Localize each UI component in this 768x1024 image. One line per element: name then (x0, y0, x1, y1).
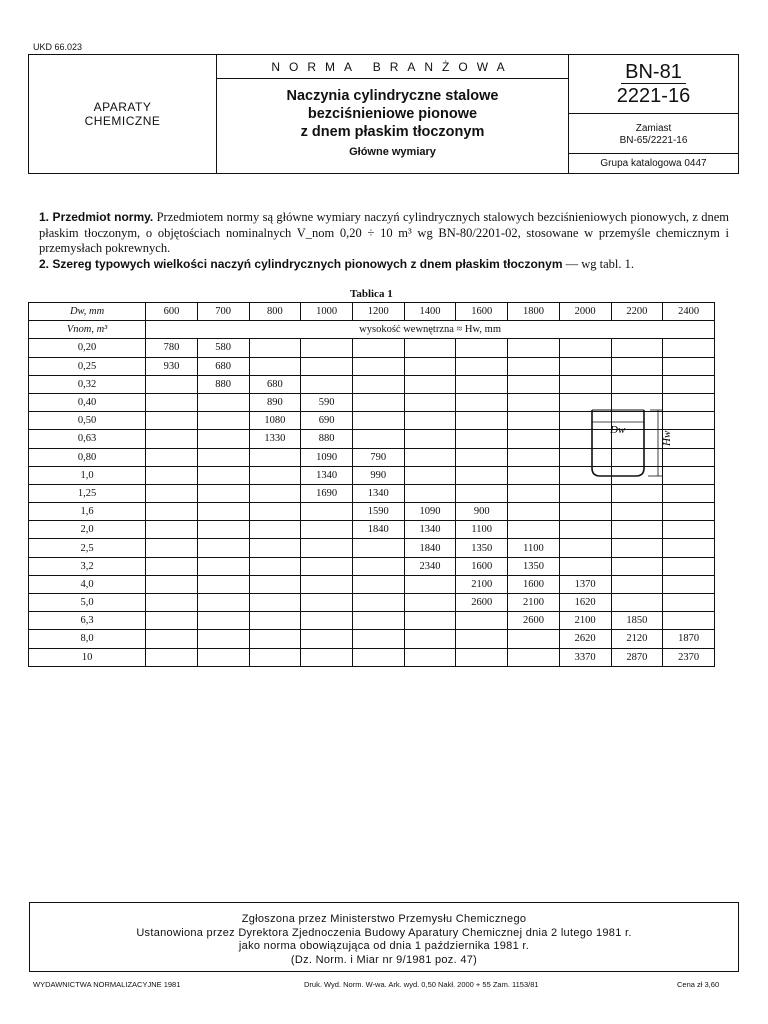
height-cell (663, 357, 715, 375)
volume-cell: 1,0 (29, 466, 146, 484)
height-cell (249, 648, 301, 666)
height-cell: 2870 (611, 648, 663, 666)
height-cell (249, 557, 301, 575)
vnom-header-cell: Vnom, m³ (29, 321, 146, 339)
height-cell: 1690 (301, 484, 353, 502)
volume-cell: 0,20 (29, 339, 146, 357)
subtitle: Główne wymiary (349, 146, 436, 158)
height-cell (404, 466, 456, 484)
udk-code: UKD 66.023 (33, 42, 83, 52)
height-cell (559, 375, 611, 393)
height-cell (663, 339, 715, 357)
height-cell (197, 393, 249, 411)
height-cell: 1600 (508, 575, 560, 593)
height-cell (146, 448, 198, 466)
diameter-header-cell: 2000 (559, 303, 611, 321)
volume-cell: 0,80 (29, 448, 146, 466)
table-row (29, 594, 715, 612)
height-cell: 1090 (301, 448, 353, 466)
height-cell (197, 503, 249, 521)
height-cell (559, 339, 611, 357)
height-cell (197, 412, 249, 430)
volume-cell: 1,6 (29, 503, 146, 521)
table-row (29, 484, 715, 502)
footer-line3: jako norma obowiązująca od dnia 1 października 1981 r. (238, 940, 530, 952)
height-cell: 1850 (611, 612, 663, 630)
height-cell (352, 539, 404, 557)
height-cell: 880 (301, 430, 353, 448)
height-cell: 2120 (611, 630, 663, 648)
height-cell (197, 557, 249, 575)
height-cell: 1090 (404, 503, 456, 521)
height-cell (404, 393, 456, 411)
height-cell: 1340 (404, 521, 456, 539)
volume-cell: 5,0 (29, 594, 146, 612)
height-cell: 1340 (352, 484, 404, 502)
height-cell (301, 521, 353, 539)
height-cell (559, 557, 611, 575)
height-cell (146, 375, 198, 393)
height-cell (611, 575, 663, 593)
volume-cell: 0,63 (29, 430, 146, 448)
height-cell: 680 (197, 357, 249, 375)
height-cell (663, 612, 715, 630)
height-cell (301, 375, 353, 393)
height-cell (146, 484, 198, 502)
standard-header (28, 54, 739, 174)
height-cell (301, 594, 353, 612)
height-cell: 2620 (559, 630, 611, 648)
height-cell: 1350 (508, 557, 560, 575)
height-cell (559, 357, 611, 375)
price: Cena zł 3,60 (677, 980, 720, 989)
bn-number-line1: BN-81 (621, 61, 686, 84)
height-cell (146, 630, 198, 648)
height-cell: 1840 (404, 539, 456, 557)
height-cell (611, 375, 663, 393)
height-cell: 2100 (456, 575, 508, 593)
height-cell: 1600 (456, 557, 508, 575)
table-row (29, 521, 715, 539)
height-cell (249, 521, 301, 539)
height-cell (301, 339, 353, 357)
height-cell (249, 339, 301, 357)
height-cell: 790 (352, 448, 404, 466)
height-cell: 890 (249, 393, 301, 411)
height-cell (663, 375, 715, 393)
height-cell (559, 484, 611, 502)
height-cell (508, 466, 560, 484)
height-cell (508, 412, 560, 430)
diameter-header-cell: 800 (249, 303, 301, 321)
height-cell (663, 575, 715, 593)
footer-line1: Zgłoszona przez Ministerstwo Przemysłu Chemicznego (241, 913, 527, 925)
height-cell (611, 484, 663, 502)
height-cell (508, 648, 560, 666)
height-cell (508, 375, 560, 393)
height-cell (301, 503, 353, 521)
height-cell (456, 630, 508, 648)
table-row (29, 648, 715, 666)
height-cell (197, 484, 249, 502)
height-cell (352, 575, 404, 593)
height-cell (197, 612, 249, 630)
title-line3: z dnem płaskim tłoczonym (300, 124, 485, 140)
height-cell (249, 575, 301, 593)
height-cell (352, 357, 404, 375)
height-cell (352, 430, 404, 448)
height-cell: 1080 (249, 412, 301, 430)
section-1 (39, 210, 729, 257)
section-2-heading: 2. Szereg typowych wielkości naczyń cylindrycznych pionowych z dnem płaskim tłoczonym (39, 257, 563, 271)
height-cell (611, 503, 663, 521)
height-cell: 780 (146, 339, 198, 357)
height-cell: 1340 (301, 466, 353, 484)
height-cell (249, 594, 301, 612)
height-cell (197, 521, 249, 539)
height-cell: 1370 (559, 575, 611, 593)
diameter-header-cell: 2400 (663, 303, 715, 321)
height-cell: 2600 (508, 612, 560, 630)
height-cell (456, 484, 508, 502)
height-cell (249, 466, 301, 484)
height-cell: 680 (249, 375, 301, 393)
table-row (29, 575, 715, 593)
height-cell (404, 430, 456, 448)
height-cell: 2370 (663, 648, 715, 666)
volume-cell: 4,0 (29, 575, 146, 593)
height-cell (301, 575, 353, 593)
height-cell (146, 594, 198, 612)
section-2 (39, 257, 729, 273)
height-cell (663, 594, 715, 612)
section-1-text: Przedmiotem normy są główne wymiary naczyń cylindrycznych stalowych bezciśnieniowych pionowych, z dnem płaskim tłoczonym, o objętościach nominalnych V_nom 0,20 ÷ 10 m³ wg BN-80/2201-02, stosowane w przemyśle chemicznym i przemysłach pokrewnych. (39, 210, 730, 255)
print-info: Druk. Wyd. Norm. W-wa. Ark. wyd. 0,50 Nakł. 2000 + 55 Zam. 1153/81 (304, 980, 539, 989)
height-cell (146, 466, 198, 484)
height-cell: 1330 (249, 430, 301, 448)
table-row (29, 557, 715, 575)
dw-header-cell: Dw, mm (29, 303, 146, 321)
diameter-header-cell: 2200 (611, 303, 663, 321)
diameter-header-cell: 1400 (404, 303, 456, 321)
height-cell: 590 (301, 393, 353, 411)
height-cell (197, 648, 249, 666)
height-cell: 1350 (456, 539, 508, 557)
header-title-block (217, 55, 569, 173)
height-cell (456, 412, 508, 430)
table-subheader-row (29, 321, 715, 339)
height-cell: 880 (197, 375, 249, 393)
height-cell (301, 357, 353, 375)
height-cell: 690 (301, 412, 353, 430)
height-cell (197, 594, 249, 612)
height-cell (456, 612, 508, 630)
height-cell (456, 393, 508, 411)
height-cell (508, 448, 560, 466)
height-cell: 1100 (456, 521, 508, 539)
diameter-header-cell: 1000 (301, 303, 353, 321)
height-cell (197, 430, 249, 448)
height-cell (301, 557, 353, 575)
height-cell (404, 412, 456, 430)
height-cell: 2600 (456, 594, 508, 612)
height-cell: 1870 (663, 630, 715, 648)
header-category (29, 55, 217, 173)
height-cell (508, 357, 560, 375)
volume-cell: 2,5 (29, 539, 146, 557)
height-cell (559, 521, 611, 539)
height-cell: 1100 (508, 539, 560, 557)
vessel-outline (592, 410, 644, 476)
height-cell (456, 430, 508, 448)
hw-label: Hw (661, 430, 673, 446)
volume-cell: 0,32 (29, 375, 146, 393)
height-cell (404, 630, 456, 648)
height-cell (352, 557, 404, 575)
height-cell (508, 503, 560, 521)
height-cell (146, 575, 198, 593)
height-cell (404, 612, 456, 630)
height-cell: 930 (146, 357, 198, 375)
height-cell: 990 (352, 466, 404, 484)
title-line2: bezciśnieniowe pionowe (307, 106, 478, 122)
height-cell (146, 412, 198, 430)
volume-cell: 0,25 (29, 357, 146, 375)
height-cell (456, 375, 508, 393)
diameter-header-cell: 700 (197, 303, 249, 321)
height-cell (508, 484, 560, 502)
height-cell (404, 357, 456, 375)
height-cell (249, 539, 301, 557)
height-cell (249, 503, 301, 521)
height-cell: 2340 (404, 557, 456, 575)
height-cell (456, 466, 508, 484)
diameter-header-cell: 1200 (352, 303, 404, 321)
height-cell (146, 648, 198, 666)
volume-cell: 0,50 (29, 412, 146, 430)
height-cell (663, 557, 715, 575)
height-cell (559, 539, 611, 557)
volume-cell: 1,25 (29, 484, 146, 502)
zamiast-label: Zamiast (635, 123, 672, 134)
table-row (29, 630, 715, 648)
table-row (29, 357, 715, 375)
height-cell (301, 648, 353, 666)
height-cell (611, 357, 663, 375)
height-cell (301, 539, 353, 557)
height-cell (508, 430, 560, 448)
height-cell (404, 575, 456, 593)
height-cell (404, 448, 456, 466)
bn-number-line2: 2221-16 (616, 85, 691, 107)
header-number-block (569, 55, 738, 173)
height-cell (197, 448, 249, 466)
height-cell (146, 612, 198, 630)
height-cell (559, 503, 611, 521)
height-cell (352, 375, 404, 393)
approval-box (29, 902, 739, 972)
height-cell (404, 339, 456, 357)
height-header-cell: wysokość wewnętrzna ≈ Hw, mm (146, 321, 715, 339)
height-cell (508, 630, 560, 648)
height-cell (663, 503, 715, 521)
height-cell: 900 (456, 503, 508, 521)
publisher: WYDAWNICTWA NORMALIZACYJNE 1981 (33, 980, 181, 989)
zamiast-number: BN-65/2221-16 (619, 135, 688, 146)
height-cell (508, 393, 560, 411)
catalog-group: Grupa katalogowa 0447 (600, 158, 707, 169)
table-row (29, 339, 715, 357)
height-cell (352, 594, 404, 612)
volume-cell: 0,40 (29, 393, 146, 411)
height-cell (611, 521, 663, 539)
diameter-header-cell: 600 (146, 303, 198, 321)
height-cell (456, 339, 508, 357)
diameter-header-cell: 1800 (508, 303, 560, 321)
height-cell: 2100 (559, 612, 611, 630)
height-cell (197, 539, 249, 557)
volume-cell: 8,0 (29, 630, 146, 648)
height-cell (146, 557, 198, 575)
height-cell: 580 (197, 339, 249, 357)
section-2-text: — wg tabl. 1. (565, 257, 635, 271)
height-cell (352, 612, 404, 630)
table-row (29, 539, 715, 557)
table-caption: Tablica 1 (350, 288, 393, 300)
table-row (29, 503, 715, 521)
height-cell (146, 430, 198, 448)
height-cell (663, 484, 715, 502)
height-cell (352, 648, 404, 666)
height-cell (663, 539, 715, 557)
title-line1: Naczynia cylindryczne stalowe (286, 88, 499, 104)
height-cell (611, 557, 663, 575)
height-cell: 2100 (508, 594, 560, 612)
height-cell (146, 521, 198, 539)
norma-label: NORMA BRANŻOWA (217, 55, 568, 79)
category-line1: APARATY (93, 100, 152, 114)
height-cell (508, 521, 560, 539)
height-cell: 1590 (352, 503, 404, 521)
dw-label: Dw (610, 424, 626, 436)
height-cell (404, 648, 456, 666)
height-cell (352, 393, 404, 411)
height-cell (249, 448, 301, 466)
height-cell (352, 339, 404, 357)
height-cell (404, 484, 456, 502)
table-header-row (29, 303, 715, 321)
footer-line2: Ustanowiona przez Dyrektora Zjednoczenia Budowy Aparatury Chemicznej dnia 2 lutego 1981 r. (136, 926, 632, 939)
height-cell (611, 594, 663, 612)
height-cell (146, 393, 198, 411)
height-cell (352, 630, 404, 648)
height-cell (456, 648, 508, 666)
table-row (29, 375, 715, 393)
height-cell (301, 612, 353, 630)
height-cell (249, 612, 301, 630)
height-cell: 1620 (559, 594, 611, 612)
section-1-heading: 1. Przedmiot normy. (39, 210, 154, 224)
volume-cell: 2,0 (29, 521, 146, 539)
height-cell (249, 630, 301, 648)
height-cell (456, 357, 508, 375)
height-cell (352, 412, 404, 430)
height-cell (611, 539, 663, 557)
height-cell (197, 466, 249, 484)
volume-cell: 3,2 (29, 557, 146, 575)
height-cell (197, 630, 249, 648)
height-cell: 1840 (352, 521, 404, 539)
volume-cell: 6,3 (29, 612, 146, 630)
height-cell (146, 539, 198, 557)
footer-line4: (Dz. Norm. i Miar nr 9/1981 poz. 47) (290, 953, 478, 966)
height-cell (249, 484, 301, 502)
height-cell (197, 575, 249, 593)
diameter-header-cell: 1600 (456, 303, 508, 321)
height-cell (301, 630, 353, 648)
volume-cell: 10 (29, 648, 146, 666)
height-cell: 3370 (559, 648, 611, 666)
category-line2: CHEMICZNE (84, 114, 161, 128)
height-cell (249, 357, 301, 375)
height-cell (146, 503, 198, 521)
height-cell (404, 375, 456, 393)
table-row (29, 612, 715, 630)
height-cell (456, 448, 508, 466)
height-cell (508, 339, 560, 357)
height-cell (404, 594, 456, 612)
vessel-diagram (570, 400, 690, 485)
height-cell (611, 339, 663, 357)
height-cell (663, 521, 715, 539)
